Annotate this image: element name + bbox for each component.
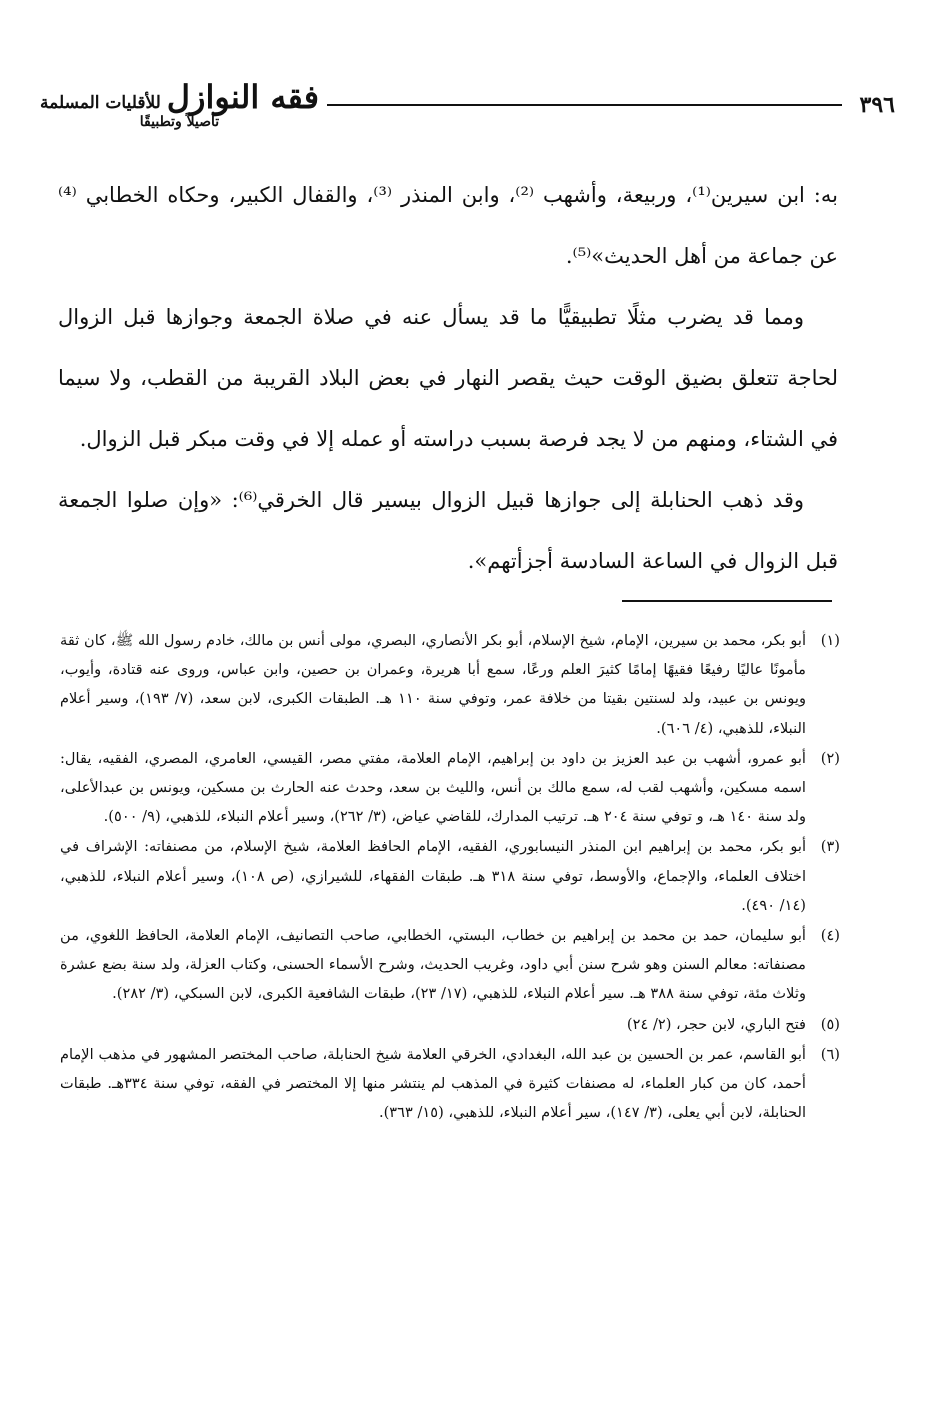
book-title <box>40 77 319 131</box>
footnote-text: فتح الباري، لابن حجر، (٢/ ٢٤) <box>626 1015 806 1033</box>
footnote-number: (٣) <box>820 838 840 856</box>
footnote <box>60 744 840 832</box>
footnote-text: أبو بكر، محمد بن إبراهيم ابن المنذر النيسابوري، الفقيه، الإمام الحافظ العلامة، شيخ الإسلام، من مصنفاته: الإشراف في اختلاف العلماء، والإجماع، والأوسط، توفي سنة ٣١٨ هـ. طبقات الفقهاء، للشيرازي، (ص ١٠٨)، وسير أعلام النبلاء، للذهبي، (١٤/ ٤٩٠). <box>60 838 806 914</box>
footnote <box>60 626 840 743</box>
footnote-text: أبو عمرو، أشهب بن عبد العزيز بن داود بن إبراهيم، الإمام العلامة، مفتي مصر، القيسي، العامري، المصري، الفقيه، يقال: اسمه مسكين، وأشهب لقب له، سمع مالك بن أنس، والليث بن سعد، وحدث عنه الحارث بن مسكين، ويونس بن عبدالأعلى، ولد سنة ١٤٠ هـ، و توفي سنة ٢٠٤ هـ. ترتيب المدارك، للقاضي عياض، (٣/ ٢٦٢)، وسير أعلام النبلاء، للذهبي، (٩/ ٥٠٠). <box>60 749 806 826</box>
main-text <box>58 165 838 592</box>
footnote-text: أبو القاسم، عمر بن الحسين بن عبد الله، البغدادي، الخرقي العلامة شيخ الحنابلة، صاحب المختصر المشهور في مذهب الإمام أحمد، كان من كبار العلماء، له مصنفات كثيرة في المذهب لم ينتشر منها إلا المختصر في الفقه، توفي سنة ٣٣٤هـ. طبقات الحنابلة، لابن أبي يعلى، (٣/ ١٤٧)، سير أعلام النبلاء، للذهبي، (١٥/ ٣٦٣). <box>60 1045 806 1122</box>
page-number: ٣٩٦ <box>859 92 895 118</box>
footnote-number: (٦) <box>820 1045 840 1063</box>
book-title-rest: للأقليات المسلمة <box>40 92 161 113</box>
footnote-number: (١) <box>820 632 840 649</box>
footnote <box>60 832 840 920</box>
footnote <box>60 1010 840 1039</box>
footnote-separator <box>622 600 832 602</box>
footnote-number: (٢) <box>820 749 840 767</box>
header-rule <box>327 104 842 106</box>
book-subtitle: تأصيلاً وتطبيقًا <box>139 113 220 130</box>
footnote-text: أبو سليمان، حمد بن محمد بن إبراهيم بن خطاب، البستي، الخطابي، صاحب التصانيف، الإمام العلامة، الحافظ اللغوي، من مصنفاته: معالم السنن وهو شرح سنن أبي داود، وغريب الحديث، وشرح الأسماء الحسنى، وكتاب العزلة، ولد سنة بضع عشرة وثلاث مئة، توفي سنة ٣٨٨ هـ. سير أعلام النبلاء، للذهبي، (١٧/ ٢٣)، طبقات الشافعية الكبرى، لابن السبكي، (٣/ ٢٨٢). <box>60 927 806 1003</box>
footnote-text: أبو بكر، محمد بن سيرين، الإمام، شيخ الإسلام، أبو بكر الأنصاري، البصري، مولى أنس بن مالك، خادم رسول الله ﷺ، كان ثقة مأمونًا عاليًا رفيعًا فقيهًا إمامًا كثيرَ العلم ورعًا، سمع أبا هريرة، وعمران بن حصين، وابن عباس، وروى عنه قتادة، وأيوب، ويونس بن عبيد، ولد لسنتين بقيتا من خلافة عمر، وتوفي سنة ١١٠ هـ. الطبقات الكبرى، لابن سعد، (٧/ ١٩٣)، وسير أعلام النبلاء، للذهبي، (٤/ ٦٠٦). <box>60 632 806 737</box>
footnote <box>60 921 840 1009</box>
page-header <box>40 70 895 140</box>
body-paragraph: به: ابن سيرين⁽¹⁾، وربيعة، وأشهب ⁽²⁾، وابن المنذر ⁽³⁾، والقفال الكبير، وحكاه الخطابي ⁽⁴⁾ عن جماعة من أهل الحديث»⁽⁵⁾. <box>58 183 838 268</box>
footnotes <box>60 626 840 1128</box>
body-paragraph: وقد ذهب الحنابلة إلى جوازها قبيل الزوال بيسير قال الخرقي⁽⁶⁾: «وإن صلوا الجمعة قبل الزوال في الساعة السادسة أجزأتهم». <box>58 488 838 573</box>
body-paragraph: ومما قد يضرب مثلًا تطبيقيًّا ما قد يسأل عنه في صلاة الجمعة وجوازها قبل الزوال لحاجة تتعلق بضيق الوقت حيث يقصر النهار في بعض البلاد القريبة من القطب، ولا سيما في الشتاء، ومنهم من لا يجد فرصة بسبب دراسته أو عمله إلا في وقت مبكر قبل الزوال. <box>58 305 838 451</box>
footnote-number: (٤) <box>820 927 840 945</box>
footnote-number: (٥) <box>820 1015 840 1033</box>
book-title-main: فقه النوازل <box>166 77 319 116</box>
footnote <box>60 1040 840 1128</box>
